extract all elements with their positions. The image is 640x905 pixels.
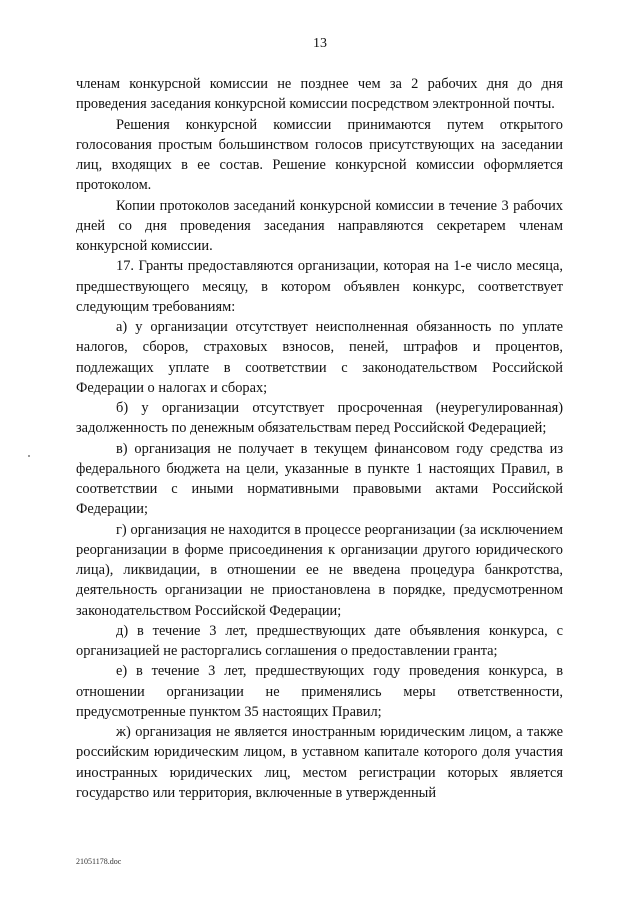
page-number: 13	[313, 36, 327, 51]
paragraph: Решения конкурсной комиссии принимаются путем открытого голосования простым большинством голосов присутствующих на заседании лиц, входящих в ее состав. Решение конкурсной комиссии оформляется протоколом.	[76, 116, 563, 194]
paragraph: е) в течение 3 лет, предшествующих году проведения конкурса, в отношении организации не применялись меры ответственности, предусмотренные пунктом 35 настоящих Правил;	[76, 663, 563, 720]
paragraph: а) у организации отсутствует неисполненная обязанность по уплате налогов, сборов, страховых взносов, пеней, штрафов и процентов, подлежащих уплате в соответствии с законодательством Российской Федерации о налогах и сборах;	[76, 319, 563, 396]
scan-speck	[28, 455, 30, 457]
paragraph: Копии протоколов заседаний конкурсной комиссии в течение 3 рабочих дней со дня проведения заседания направляются секретарем членам конкурсной комиссии.	[76, 197, 563, 254]
paragraph: в) организация не получает в текущем финансовом году средства из федерального бюджета на цели, указанные в пункте 1 настоящих Правил, в соответствии с иными нормативными правовыми актами Российской Федерации;	[76, 440, 563, 518]
paragraph: членам конкурсной комиссии не позднее чем за 2 рабочих дня до дня проведения заседания конкурсной комиссии посредством электронной почты.	[76, 76, 563, 113]
document-body	[76, 74, 563, 803]
document-filename: 21051178.doc	[76, 857, 122, 866]
paragraph: д) в течение 3 лет, предшествующих дате объявления конкурса, с организацией не расторгались соглашения о предоставлении гранта;	[76, 622, 563, 659]
paragraph: 17. Гранты предоставляются организации, которая на 1-е число месяца, предшествующего месяцу, в котором объявлен конкурс, соответствует следующим требованиям:	[76, 258, 563, 315]
paragraph: ж) организация не является иностранным юридическим лицом, а также российским юридическим лицом, в уставном капитале которого доля участия иностранных юридических лиц, местом регистрации которых является государство или территория, включенные в утвержденный	[76, 724, 563, 801]
paragraph: г) организация не находится в процессе реорганизации (за исключением реорганизации в форме присоединения к организации другого юридического лица), ликвидации, в отношении ее не введена процедура банкротства, деятельность организации не приостановлена в порядке, предусмотренном законодательством Российской Федерации;	[76, 521, 563, 619]
paragraph: б) у организации отсутствует просроченная (неурегулированная) задолженность по денежным обязательствам перед Российской Федерацией;	[76, 400, 563, 437]
